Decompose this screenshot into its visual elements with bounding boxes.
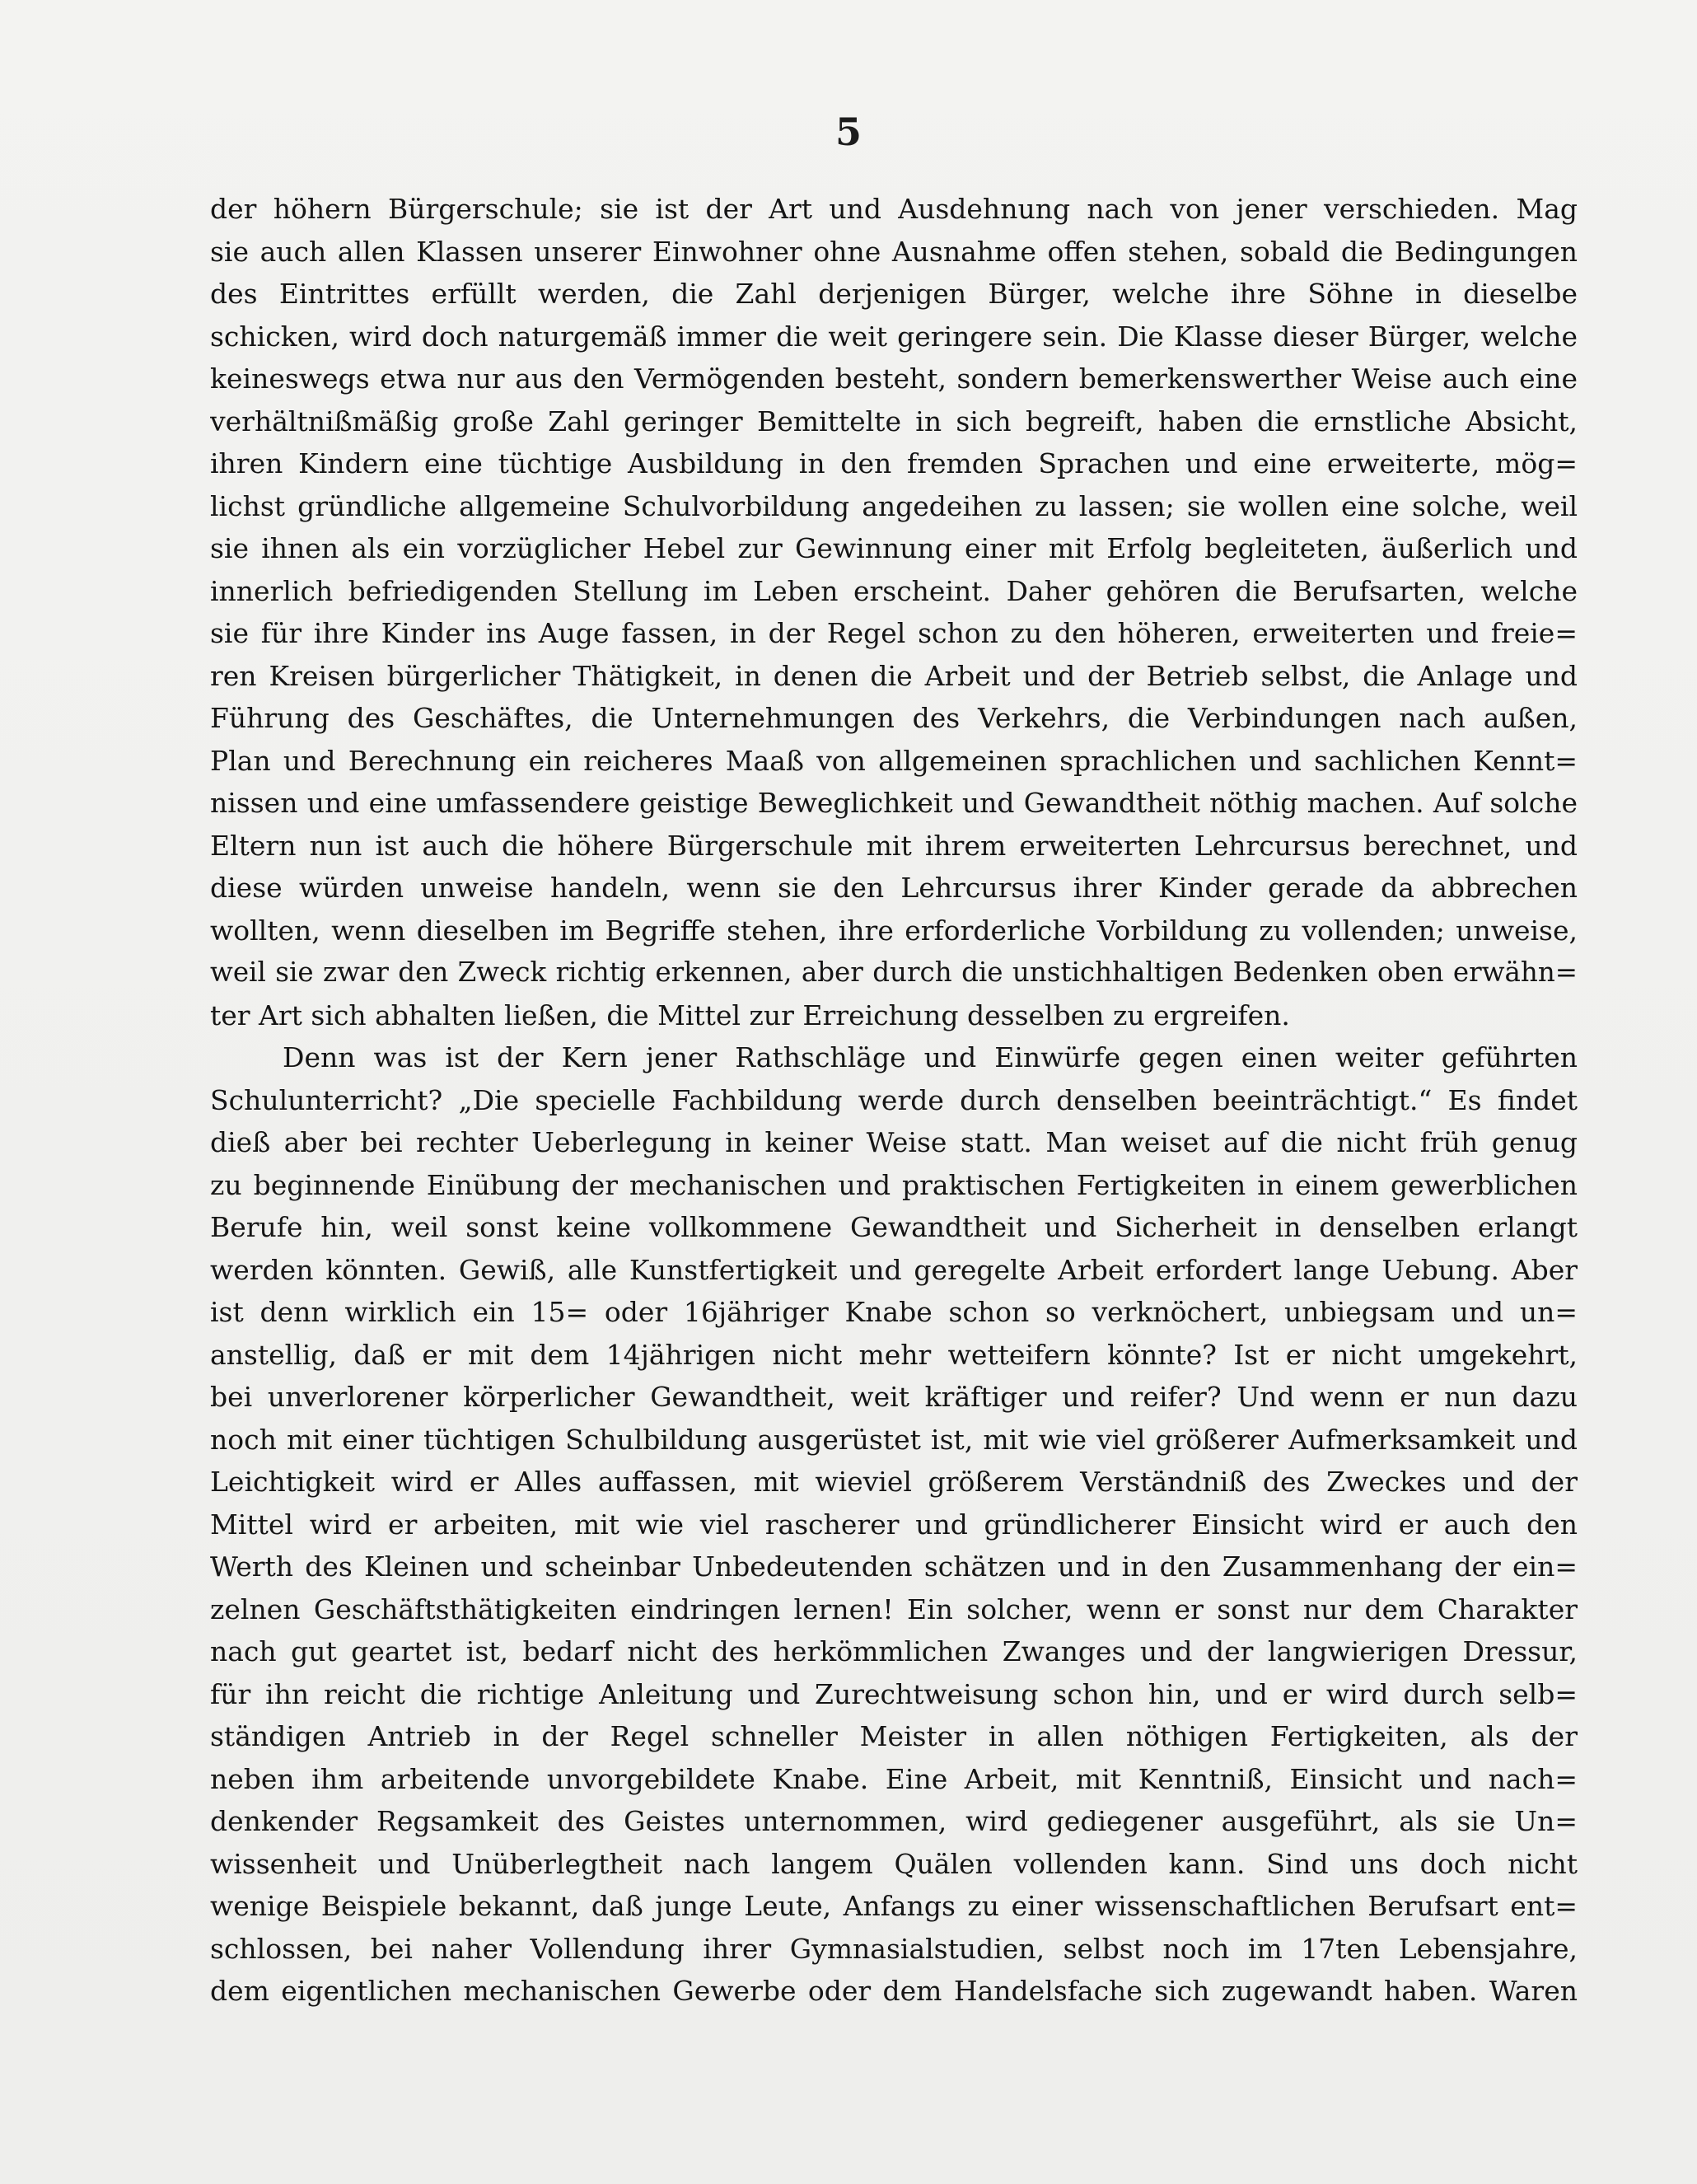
text-line: Eltern nun ist auch die höhere Bürgerschule mit ihrem erweiterten Lehrcursus berechnet, und — [210, 829, 1578, 862]
text-line: ter Art sich abhalten ließen, die Mittel zur Erreichung desselben zu ergreifen. — [210, 998, 1290, 1031]
text-line: denkender Regsamkeit des Geistes unternommen, wird gediegener ausgeführt, als sie Un= — [210, 1805, 1578, 1837]
text-line: sie ihnen als ein vorzüglicher Hebel zur Gewinnung einer mit Erfolg begleiteten, äußerlich und — [210, 532, 1578, 564]
text-line: innerlich befriedigenden Stellung im Leben erscheint. Daher gehören die Berufsarten, welche — [210, 574, 1578, 607]
text-line: lichst gründliche allgemeine Schulvorbildung angedeihen zu lassen; sie wollen eine solche, weil — [210, 489, 1578, 522]
text-line: Werth des Kleinen und scheinbar Unbedeutenden schätzen und in den Zusammenhang der ein= — [210, 1550, 1578, 1583]
text-line: Plan und Berechnung ein reicheres Maaß von allgemeinen sprachlichen und sachlichen Kennt= — [210, 744, 1578, 777]
text-line: des Eintrittes erfüllt werden, die Zahl derjenigen Bürger, welche ihre Söhne in dieselbe — [210, 278, 1578, 310]
text-line: neben ihm arbeitende unvorgebildete Knabe. Eine Arbeit, mit Kenntniß, Einsicht und nach= — [210, 1762, 1578, 1795]
text-line: ist denn wirklich ein 15= oder 16jähriger Knabe schon so verknöchert, unbiegsam und un= — [210, 1296, 1578, 1328]
text-line: verhältnißmäßig große Zahl geringer Bemittelte in sich begreift, haben die ernstliche Absicht, — [210, 405, 1578, 437]
text-line: Leichtigkeit wird er Alles auffassen, mit wieviel größerem Verständniß des Zweckes und der — [210, 1466, 1578, 1498]
text-line: sie auch allen Klassen unserer Einwohner ohne Ausnahme offen stehen, sobald die Bedingungen — [210, 235, 1578, 268]
text-line: keineswegs etwa nur aus den Vermögenden besteht, sondern bemerkenswerther Weise auch eine — [210, 362, 1578, 395]
body-text — [210, 188, 1578, 2013]
text-line: dem eigentlichen mechanischen Gewerbe oder dem Handelsfache sich zugewandt haben. Waren — [210, 1975, 1578, 2007]
text-line: Führung des Geschäftes, die Unternehmungen des Verkehrs, die Verbindungen nach außen, — [210, 702, 1578, 734]
text-line: Mittel wird er arbeiten, mit wie viel rascherer und gründlicherer Einsicht wird er auch den — [210, 1508, 1578, 1541]
text-line: ihren Kindern eine tüchtige Ausbildung in den fremden Sprachen und eine erweiterte, mög= — [210, 447, 1578, 479]
text-line: diese würden unweise handeln, wenn sie den Lehrcursus ihrer Kinder gerade da abbrechen — [210, 872, 1578, 904]
text-line: Berufe hin, weil sonst keine vollkommene Gewandtheit und Sicherheit in denselben erlangt — [210, 1211, 1578, 1243]
text-line: sie für ihre Kinder ins Auge fassen, in der Regel schon zu den höheren, erweiterten und freie= — [210, 617, 1578, 649]
text-line: dieß aber bei rechter Ueberlegung in keiner Weise statt. Man weiset auf die nicht früh genug — [210, 1126, 1578, 1158]
page-number: 5 — [834, 110, 862, 154]
text-line: nach gut geartet ist, bedarf nicht des herkömmlichen Zwanges und der langwierigen Dressur, — [210, 1635, 1578, 1667]
text-line: noch mit einer tüchtigen Schulbildung ausgerüstet ist, mit wie viel größerer Aufmerksamkeit und — [210, 1423, 1578, 1456]
text-line: für ihn reicht die richtige Anleitung und Zurechtweisung schon hin, und er wird durch selb= — [210, 1677, 1578, 1710]
text-line: wissenheit und Unüberlegtheit nach langem Quälen vollenden kann. Sind uns doch nicht — [210, 1847, 1578, 1880]
text-line: nissen und eine umfassendere geistige Beweglichkeit und Gewandtheit nöthig machen. Auf solche — [210, 787, 1578, 819]
text-line: werden könnten. Gewiß, alle Kunstfertigkeit und geregelte Arbeit erfordert lange Uebung. Aber — [210, 1253, 1578, 1286]
text-line: ständigen Antrieb in der Regel schneller Meister in allen nöthigen Fertigkeiten, als der — [210, 1720, 1578, 1752]
text-line: zu beginnende Einübung der mechanischen und praktischen Fertigkeiten in einem gewerblichen — [210, 1168, 1578, 1201]
text-line: Schulunterricht? „Die specielle Fachbildung werde durch denselben beeinträchtigt.“ Es findet — [210, 1083, 1578, 1116]
text-line: weil sie zwar den Zweck richtig erkennen, aber durch die unstichhaltigen Bedenken oben erwähn= — [210, 956, 1578, 988]
text-line: schicken, wird doch naturgemäß immer die weit geringere sein. Die Klasse dieser Bürger, welche — [210, 320, 1578, 353]
text-line: zelnen Geschäftsthätigkeiten eindringen lernen! Ein solcher, wenn er sonst nur dem Charakter — [210, 1592, 1578, 1625]
text-line: Denn was ist der Kern jener Rathschläge und Einwürfe gegen einen weiter geführten — [283, 1041, 1578, 1073]
paragraph-1 — [210, 188, 1578, 1036]
text-line: ren Kreisen bürgerlicher Thätigkeit, in denen die Arbeit und der Betrieb selbst, die Anlage und — [210, 659, 1578, 692]
text-line: anstellig, daß er mit dem 14jährigen nicht mehr wetteifern könnte? Ist er nicht umgekehrt, — [210, 1338, 1578, 1371]
text-line: der höhern Bürgerschule; sie ist der Art und Ausdehnung nach von jener verschieden. Mag — [210, 193, 1578, 225]
text-line: wollten, wenn dieselben im Begriffe stehen, ihre erforderliche Vorbildung zu vollenden; unweise, — [210, 914, 1578, 947]
paragraph-2 — [210, 1036, 1578, 2013]
text-line: schlossen, bei naher Vollendung ihrer Gymnasialstudien, selbst noch im 17ten Lebensjahre, — [210, 1932, 1578, 1965]
text-line: bei unverlorener körperlicher Gewandtheit, weit kräftiger und reifer? Und wenn er nun dazu — [210, 1381, 1578, 1413]
text-line: wenige Beispiele bekannt, daß junge Leute, Anfangs zu einer wissenschaftlichen Berufsart ent= — [210, 1890, 1578, 1922]
